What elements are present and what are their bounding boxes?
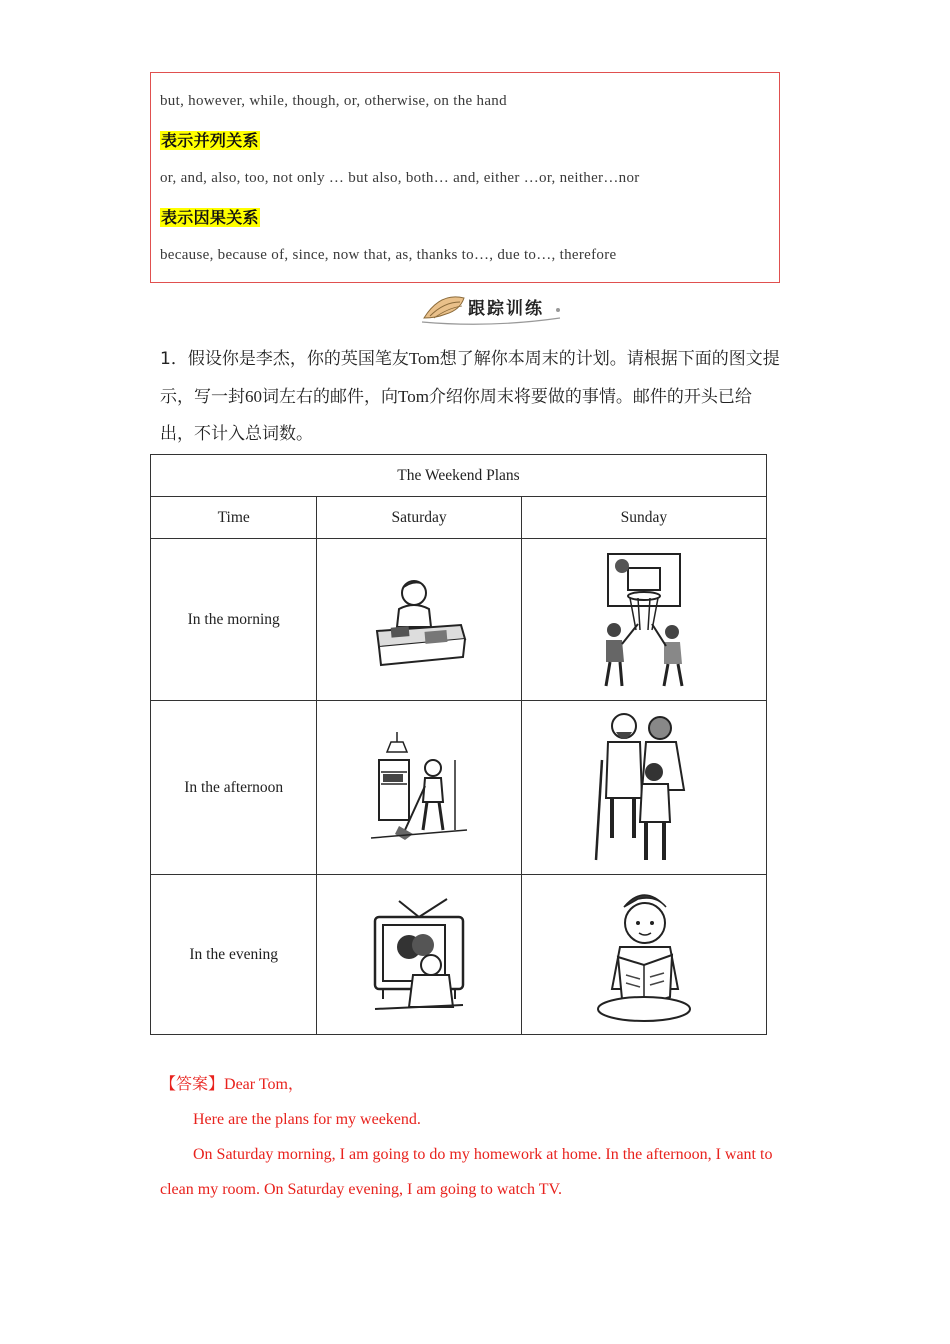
row-label-evening: In the evening xyxy=(151,875,317,1035)
causal-words: because, because of, since, now that, as, thanks to…, due to…, therefore xyxy=(160,247,617,263)
table-row xyxy=(151,701,767,875)
answer-section xyxy=(160,1066,785,1207)
cleaning-room-icon xyxy=(369,730,469,845)
basketball-icon xyxy=(594,550,694,690)
row-label-afternoon: In the afternoon xyxy=(151,701,317,875)
row-label-morning: In the morning xyxy=(151,539,317,701)
answer-tag: 【答案】 xyxy=(160,1074,225,1093)
answer-line-1: Here are the plans for my weekend. xyxy=(193,1111,421,1128)
answer-line-2: On Saturday morning, I am going to do my homework at home. In the afternoon, I want to clean my room. On Saturday evening, I am going to watch TV. xyxy=(160,1146,773,1198)
watch-tv-icon xyxy=(369,895,469,1015)
question-text: 1．假设你是李杰，你的英国笔友Tom想了解你本周末的计划。请根据下面的图文提示，写一封60词左右的邮件，向Tom介绍你周末将要做的事情。邮件的开头已给出，不计入总词数。 xyxy=(160,349,780,444)
table-row xyxy=(151,539,767,701)
header-time: Time xyxy=(151,497,317,539)
visit-grandparents-icon xyxy=(594,710,694,865)
header-sunday: Sunday xyxy=(521,497,766,539)
answer-greeting: Dear Tom， xyxy=(224,1076,304,1093)
reading-book-icon xyxy=(594,885,694,1025)
banner-title: 跟踪训练 xyxy=(468,299,544,319)
section-banner xyxy=(420,288,564,328)
heading-coordinate: 表示并列关系 xyxy=(161,131,259,150)
header-saturday: Saturday xyxy=(317,497,521,539)
weekend-plans-table xyxy=(150,454,767,1035)
homework-desk-icon xyxy=(369,565,469,675)
conjunction-box xyxy=(150,72,780,283)
coordinate-words: or, and, also, too, not only … but also, both… and, either …or, neither…nor xyxy=(160,170,640,186)
contrast-words: but, however, while, though, or, otherwise, on the hand xyxy=(160,93,507,109)
table-row xyxy=(151,875,767,1035)
heading-causal: 表示因果关系 xyxy=(161,208,259,227)
table-title: The Weekend Plans xyxy=(151,455,767,497)
